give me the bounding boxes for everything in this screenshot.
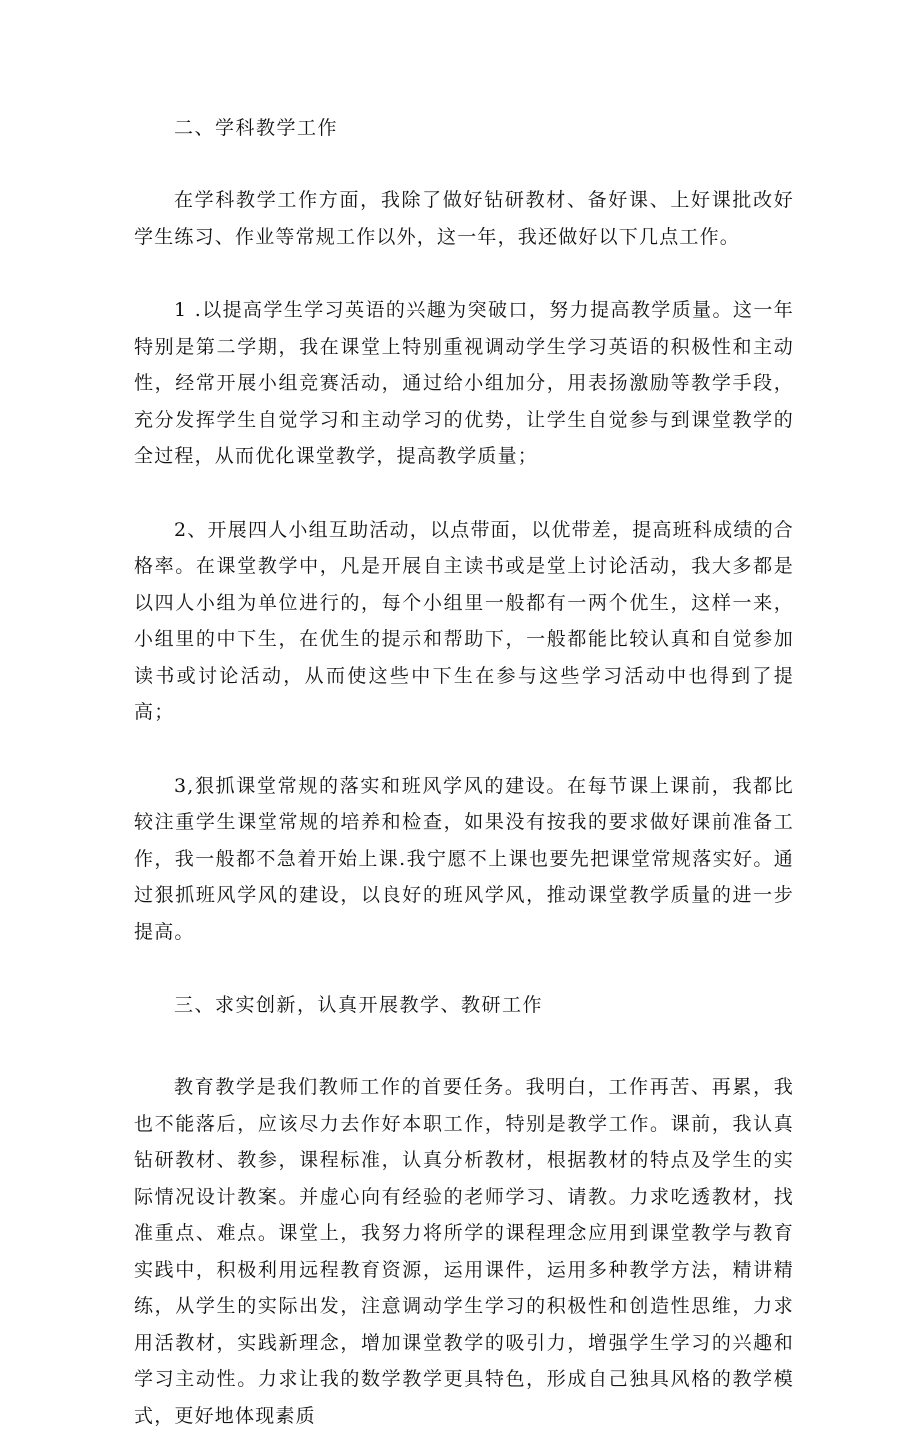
paragraph-item-1: 1 .以提高学生学习英语的兴趣为突破口，努力提高教学质量。这一年特别是第二学期，我在课堂上特别重视调动学生学习英语的积极性和主动性，经常开展小组竞赛活动，通过给小组加分，用表扬激励等教学手段，充分发挥学生自觉学习和主动学习的优势，让学生自觉参与到课堂教学的全过程，从而优化课堂教学，提高教学质量； (134, 299, 794, 467)
section-heading-innovation: 三、求实创新，认真开展教学、教研工作 (174, 994, 544, 1016)
paragraph-item-3: 3,狠抓课堂常规的落实和班风学风的建设。在每节课上课前，我都比较注重学生课堂常规的培养和检查，如果没有按我的要求做好课前准备工作，我一般都不急着开始上课.我宁愿不上课也要先把课堂常规落实好。通过狠抓班风学风的建设，以良好的班风学风，推动课堂教学质量的进一步提高。 (134, 774, 794, 943)
document-body (134, 110, 794, 1434)
paragraph-teaching-work: 教育教学是我们教师工作的首要任务。我明白，工作再苦、再累，我也不能落后，应该尽力去作好本职工作，特别是教学工作。课前，我认真钻研教材、教参，课程标准，认真分析教材，根据教材的特点及学生的实际情况设计教案。并虚心向有经验的老师学习、请教。力求吃透教材，找准重点、难点。课堂上，我努力将所学的课程理念应用到课堂教学与教育实践中，积极利用远程教育资源，运用课件，运用多种教学方法，精讲精练，从学生的实际出发，注意调动学生学习的积极性和创造性思维，力求用活教材，实践新理念，增加课堂教学的吸引力，增强学生学习的兴趣和学习主动性。力求让我的数学教学更具特色，形成自己独具风格的教学模式，更好地体现素质 (134, 1076, 794, 1427)
paragraph-intro: 在学科教学工作方面，我除了做好钻研教材、备好课、上好课批改好学生练习、作业等常规工作以外，这一年，我还做好以下几点工作。 (134, 189, 794, 248)
section-heading-subject-teaching: 二、学科教学工作 (174, 117, 339, 139)
paragraph-item-2: 2、开展四人小组互助活动，以点带面，以优带差，提高班科成绩的合格率。在课堂教学中，凡是开展自主读书或是堂上讨论活动，我大多都是以四人小组为单位进行的，每个小组里一般都有一两个优生，这样一来，小组里的中下生，在优生的提示和帮助下，一般都能比较认真和自觉参加读书或讨论活动，从而使这些中下生在参与这些学习活动中也得到了提高； (134, 518, 794, 723)
